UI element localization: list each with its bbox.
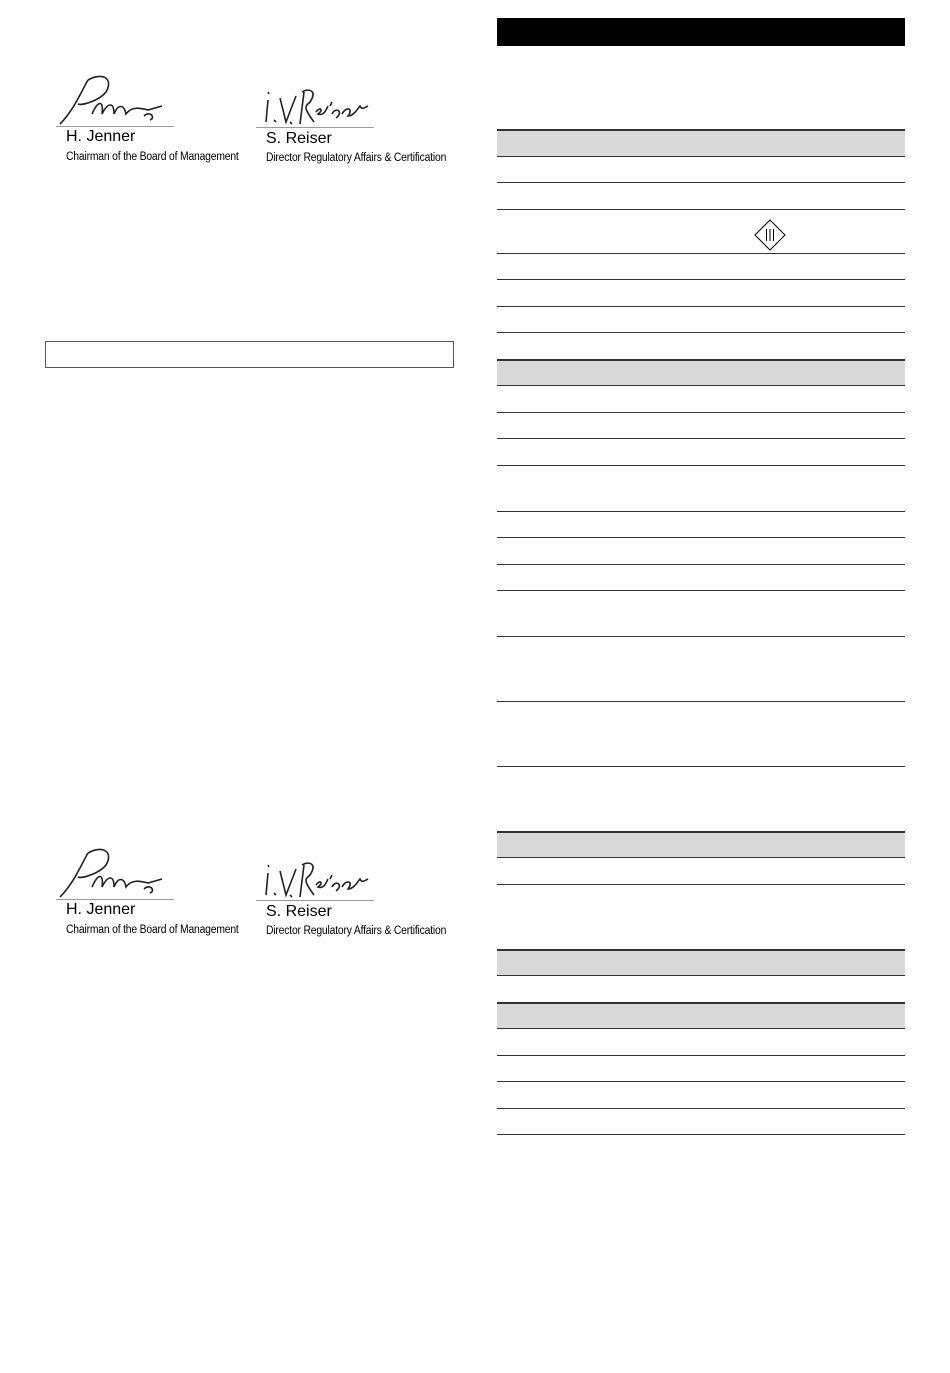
signatory-name: S. Reiser	[266, 130, 332, 147]
handwritten-signature-jenner	[52, 843, 192, 903]
table-header-bar	[497, 18, 905, 46]
table-row	[497, 333, 905, 360]
protection-class-iii-icon	[753, 218, 787, 252]
table-row	[497, 413, 905, 439]
table-body	[497, 46, 905, 1135]
table-row	[497, 1029, 905, 1056]
signatory-role: Chairman of the Board of Management	[66, 924, 239, 936]
table-row	[497, 183, 905, 210]
table-row	[497, 637, 905, 702]
signatory-role: Director Regulatory Affairs & Certification	[266, 925, 447, 937]
table-row	[497, 512, 905, 538]
signatory-name: H. Jenner	[66, 901, 136, 918]
table-row	[497, 307, 905, 333]
table-row	[497, 591, 905, 637]
signatory-role: Director Regulatory Affairs & Certification	[266, 152, 447, 164]
table-row	[497, 254, 905, 280]
table-row	[497, 46, 905, 130]
technical-data-table	[497, 18, 905, 1135]
table-row	[497, 858, 905, 885]
table-section-header	[497, 832, 905, 858]
table-row	[497, 466, 905, 512]
table-row	[497, 1109, 905, 1135]
table-row	[497, 439, 905, 466]
table-row	[497, 1056, 905, 1082]
signatory-name: S. Reiser	[266, 903, 332, 920]
handwritten-signature-reiser	[252, 70, 392, 130]
table-row	[497, 976, 905, 1003]
signatory-role: Chairman of the Board of Management	[66, 151, 239, 163]
table-row	[497, 386, 905, 413]
table-section-header	[497, 130, 905, 157]
signature-block-bottom	[52, 843, 452, 953]
handwritten-signature-reiser	[252, 843, 392, 903]
table-row	[497, 565, 905, 591]
table-row	[497, 210, 905, 254]
table-row	[497, 702, 905, 767]
handwritten-signature-jenner	[52, 70, 192, 130]
table-section-header	[497, 360, 905, 386]
table-row	[497, 767, 905, 832]
table-row	[497, 885, 905, 950]
table-row	[497, 538, 905, 565]
signatory-name: H. Jenner	[66, 128, 136, 145]
table-row	[497, 157, 905, 183]
table-row	[497, 280, 905, 307]
table-section-header	[497, 1003, 905, 1029]
table-section-header	[497, 950, 905, 976]
outlined-box	[45, 341, 454, 368]
signature-block-top	[52, 70, 452, 180]
table-row	[497, 1082, 905, 1109]
